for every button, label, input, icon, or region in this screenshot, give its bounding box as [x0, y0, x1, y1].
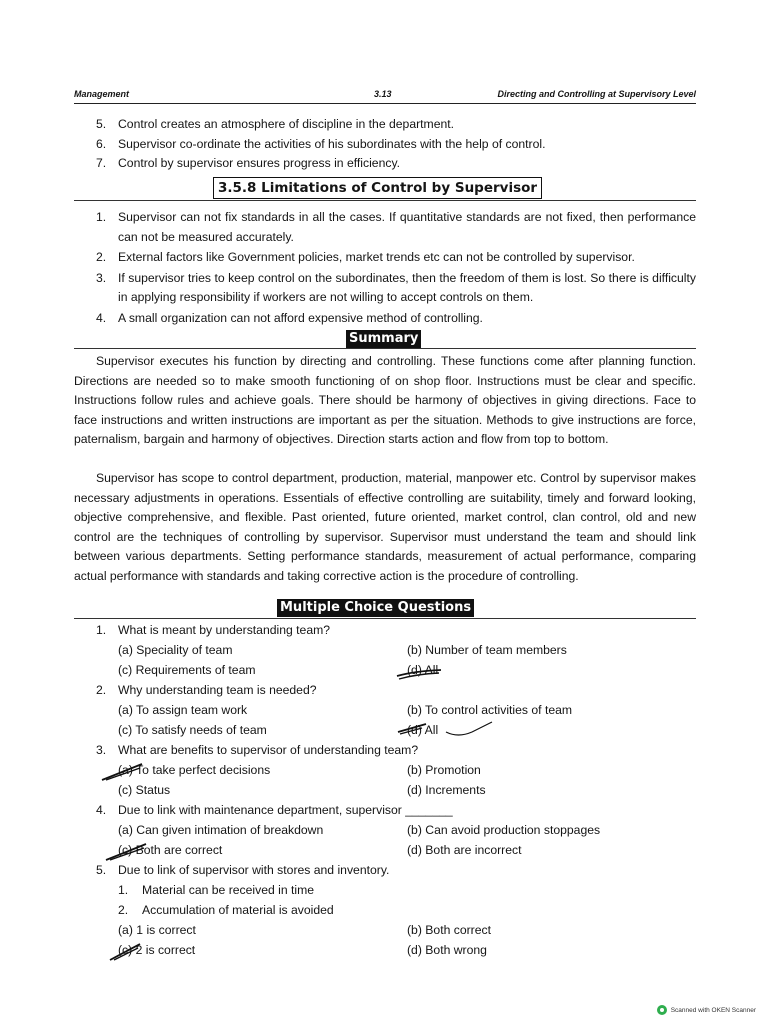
option-row: (c) To satisfy needs of team (d) All	[118, 723, 439, 737]
option-row: (a) To assign team work (b) To control activities of team	[118, 703, 573, 717]
list-item: 3. If supervisor tries to keep control on the subordinates, then the freedom of them is lost. So there is difficulty in applying responsibility if workers are not willing to accept controls on them.	[96, 270, 696, 305]
scanner-text: Scanned with OKEN Scanner	[670, 1006, 756, 1014]
statement-row: 2. Accumulation of material is avoided	[118, 903, 334, 917]
question-5: 5. Due to link of supervisor with stores and inventory.	[96, 863, 390, 877]
option-row: (c) Requirements of team (d) All	[118, 663, 439, 677]
option-row: (a) To take perfect decisions (b) Promotion	[118, 763, 481, 777]
summary-paragraph-2: Supervisor has scope to control department, production, material, manpower etc. Control by supervisor makes necessary adjustments in operations. Essentials of effective controlling are suitability, timely and forward looking, objective comprehensive, and flexible. Past oriented, future oriented, market control, clan control, old and new control are the techniques of controlling by supervisor. Supervisor must understand the team and should link between various departments. Setting performance standards, measurement of actual performance, comparing actual performance with standards and taking corrective action is the procedure of controlling.	[74, 471, 696, 583]
page-header	[74, 89, 696, 104]
option-row: (a) Speciality of team (b) Number of team members	[118, 643, 567, 657]
scanner-watermark	[657, 1005, 756, 1015]
option-row: (c) Status (d) Increments	[118, 783, 486, 797]
mcq-heading: Multiple Choice Questions	[277, 599, 474, 617]
section-heading: 3.5.8 Limitations of Control by Supervisor	[213, 177, 542, 199]
question-4: 4. Due to link with maintenance department, supervisor _______	[96, 803, 453, 817]
header-book-title: Management	[74, 89, 130, 99]
summary-divider	[74, 348, 696, 349]
header-page-number: 3.13	[374, 89, 392, 99]
list-item: 7. Control by supervisor ensures progress in efficiency.	[96, 156, 401, 171]
summary-heading: Summary	[346, 330, 421, 348]
intro-list	[74, 115, 696, 174]
question-1: 1. What is meant by understanding team?	[96, 623, 331, 637]
scanner-logo-icon	[657, 1005, 667, 1015]
mcq-divider	[74, 618, 696, 619]
summary-paragraph-1: Supervisor executes his function by directing and controlling. These functions come after planning function. Directions are needed so to make smooth functioning of on shop floor. Instructions must be clear and specific. Instructions follow rules and achieve goals. There should be harmony of objectives in giving directions. Face to face instructions and written instructions are important as per the situation. Methods to give instructions are force, paternalism, bargain and harmony of objectives. Direction starts action and flow from top to bottom.	[74, 354, 696, 447]
option-row: (c) 2 is correct (d) Both wrong	[118, 943, 487, 957]
list-item: 2. External factors like Government policies, market trends etc can not be controlled by supervisor.	[96, 250, 635, 265]
list-item: 6. Supervisor co-ordinate the activities of his subordinates with the help of control.	[96, 136, 546, 151]
option-row: (c) Both are correct (d) Both are incorrect	[118, 843, 522, 857]
mcq-list	[74, 621, 696, 961]
option-row: (a) Can given intimation of breakdown (b) Can avoid production stoppages	[118, 823, 601, 837]
option-row: (a) 1 is correct (b) Both correct	[118, 923, 491, 937]
question-2: 2. Why understanding team is needed?	[96, 683, 317, 697]
question-3: 3. What are benefits to supervisor of understanding team?	[96, 743, 419, 757]
limitations-list	[74, 208, 696, 329]
header-chapter-title: Directing and Controlling at Supervisory Level	[497, 89, 696, 99]
statement-row: 1. Material can be received in time	[118, 883, 315, 897]
list-item: 1. Supervisor can not fix standards in all the cases. If quantitative standards are not fixed, then performance can not be measured accurately.	[96, 210, 696, 244]
section-divider	[74, 200, 696, 201]
list-item: 5. Control creates an atmosphere of discipline in the department.	[96, 117, 455, 131]
list-item: 4. A small organization can not afford expensive method of controlling.	[96, 310, 483, 325]
